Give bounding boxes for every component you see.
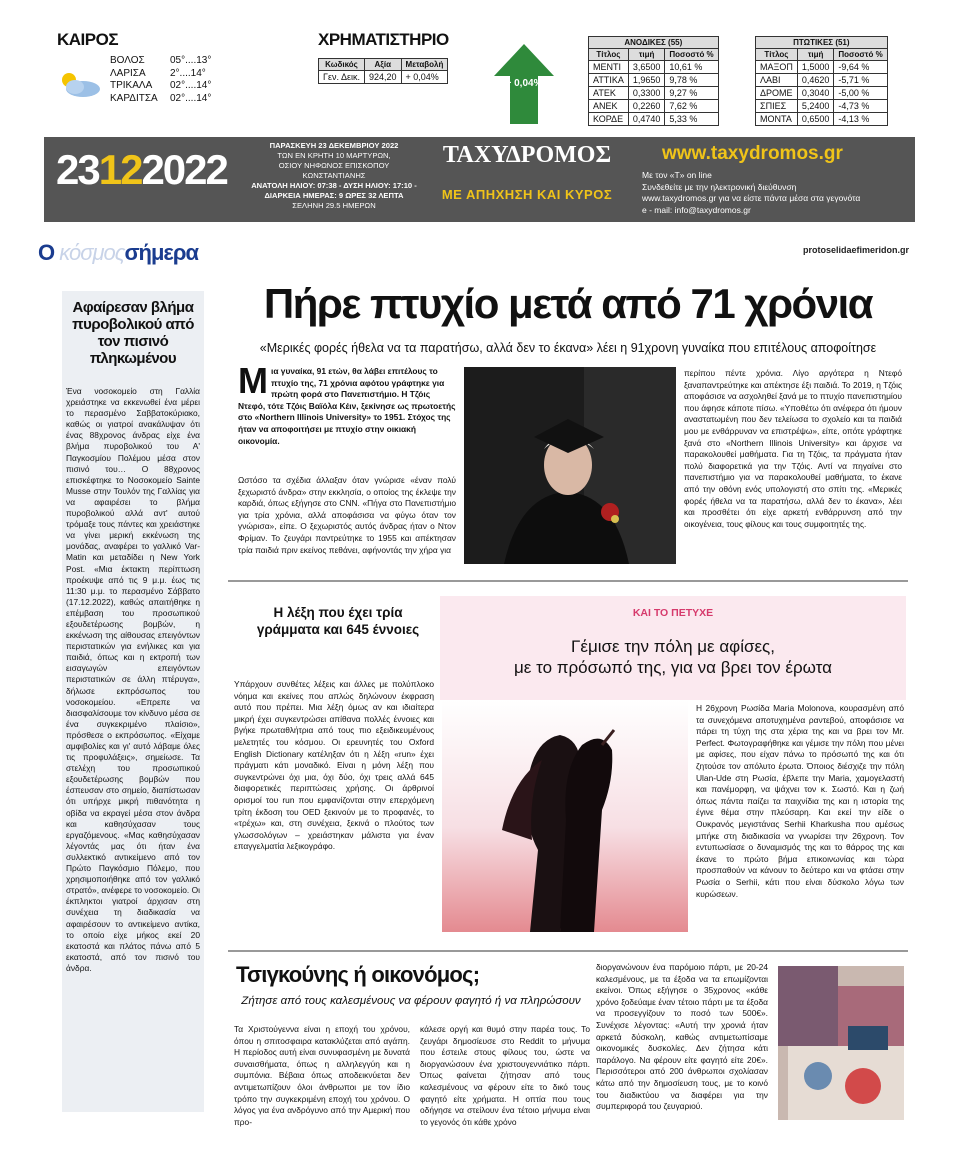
date-month: 12 bbox=[98, 146, 142, 193]
stock-row bbox=[756, 113, 888, 126]
gainers-table bbox=[588, 36, 719, 126]
stock-cell: 3,6500 bbox=[628, 61, 665, 74]
stock-cell: 0,4740 bbox=[628, 113, 665, 126]
stock-row bbox=[756, 61, 888, 74]
main-deck: «Μερικές φορές ήθελα να τα παρατήσω, αλλά δεν το έκανα» λέει η 91χρονη γυναίκα που επιτέλους αποφοίτησε bbox=[259, 341, 877, 355]
section-word: Ο bbox=[38, 240, 60, 265]
col-header: Ποσοστό % bbox=[834, 49, 887, 61]
stock-cell: -5,71 % bbox=[834, 74, 887, 87]
col-header: Τίτλος bbox=[756, 49, 798, 61]
stock-row bbox=[756, 74, 888, 87]
christmas-party-photo bbox=[778, 966, 904, 1120]
info-line: www.taxydromos.gr για να είστε πάντα μέσα στα γεγονότα bbox=[642, 193, 861, 203]
stock-cell: 0,4620 bbox=[797, 74, 834, 87]
stock-row bbox=[589, 87, 719, 100]
stock-cell: -4,13 % bbox=[834, 113, 887, 126]
stock-cell: -9,64 % bbox=[834, 61, 887, 74]
weather-row bbox=[110, 55, 211, 68]
stock-row bbox=[589, 74, 719, 87]
stock-cell: ΜΟΝΤΑ bbox=[756, 113, 798, 126]
story3-col2: κάλεσε οργή και θυμό στην παρέα τους. Το ζευγάρι δημοσίευσε στο Reddit το μήνυμα που έστειλε στους φίλους του, ώστε να διοργανώσουν ένα χριστουγεννιάτικο πάρτι. Όπως φαίνεται ζήτησαν από τους καλεσμένους να φέρουν είτε το δικό τους φαγητό είτε χρήματα. Η οπτία που τους οδήγησε να στείλουν ένα τέτοιο μήνυμα είναι το γεγονός ότι κάθε χρόνο bbox=[420, 1024, 590, 1127]
stock-cell: 0,3040 bbox=[797, 87, 834, 100]
stock-cell: 10,61 % bbox=[665, 61, 718, 74]
stock-cell: ΛΑΒΙ bbox=[756, 74, 798, 87]
index-table bbox=[318, 58, 448, 84]
word-body: Υπάρχουν συνθέτες λέξεις και άλλες με πολύπλοκο νόημα και εκείνες που απλώς δηλώνουν έκφραση αυτό που πρέπει. Μια λέξη όμως αν και ιδιαίτερα μικρή έχει συγκεντρώσει απίθανα πολλές έννοιες και βγήκε πρωταθλήτρια από τους πιο εξειδικευμένους μελετητές του κόσμου. Οι ερευνητές του Oxford English Dictionary κατέληξαν ότι η λέξη «run» έχει πράγματι κάτι μοναδικό. Είναι η μόνη λέξη που συγκεντρώνει όχι μια, όχι δύο, όχι τρεις αλλά 645 διαφορετικές περιπτώσεις χρήσης. Οι άρθρινοί ορισμοί του run που εμφανίζονται στην επερχόμενη τρίτη έκδοση του OED ξεκινούν με το προφανές, το «τρέχω» και, στη συνέχεια, ξεκινά ο πλούτος των γλωσσολόγων – χρειάστηκαν μάλιστα για έναν επαγγελματία λεξικογράφο. bbox=[234, 679, 434, 852]
section-word: σήμερα bbox=[124, 240, 198, 265]
online-info bbox=[642, 170, 860, 216]
sidebar-body: Ένα νοσοκομείο στη Γαλλία χρειάστηκε να εκκενωθεί ένα μέρει το περασμένο Σαββατοκύριακο, καθώς οι γιατροί ανακάλυψαν ότι ένας 88χρονος άνδρας είχε ένα βλήμα πυροβολικού του Α' Παγκοσμίου Πολέμου μέσα στον πισινό του… Ο 88χρονος επισκέφτηκε το Νοσοκομείο Sainte Musse στην Τουλόν της Γαλλίας για να αφαιρέσει το βλήμα πυροβολικού αλλά αντ' αυτού τρόμαξε τους πάντες και χρειάστηκε να γίνει μερική εκκένωση της μονάδας, αναφέρει το γαλλικό Var-Matin και μεταδίδει η New York Post. «Μια έκτακτη περίπτωση προέκυψε από τις 9 μ.μ. έως τις 11:30 μ.μ. το περασμένο Σάββατο (17.12.2022), καθώς απαιτήθηκε η επέμβαση του προσωπικού εξουδετέρωσης βομβών, η εκκένωση της αίθουσας επειγόντων περιστατικών για ενήλικες και για παιδιά, όπως και η εκτροπή των εισαγωγών επειγόντων περιστατικών σε άλλη πτέρυγα», δήλωσε εκπρόσωπος του νοσοκομείου. «Επρεπε να διασφαλίσουμε τον κίνδυνο μέσα σε ένα συγκεκριμένο πλαίσιο», πρόσθεσε ο εκπρόσωπος. «Είχαμε αμφιβολίες και γι' αυτό λάβαμε όλες τις προφυλάξεις», σημείωσε. Τα στελέχη του προσωπικού εξουδετέρωσης βομβών που έσπευσαν στο σημείο, διαπίστωσαν ότι υπήρχε μικρή πιθανότητα η οβίδα να εκραγεί μέσα στον άνδρα και καθησύχασαν τους εργαζόμενους. «Μας καθησύχασαν λέγοντάς μας ότι ήταν ένα συλλεκτικό αντικείμενο από τον Πρώτο Παγκόσμιο Πόλεμο, που χρησιμοποιήθηκε από τον γαλλικό στρατό», ανέφερε το νοσοκομείο. Οι έκπληκτοι γιατροί άρχισαν στη συνέχεια τη διαδικασία να αφαιρέσουν το αντικείμενο αντίκα, το οποίο είχε μήκος εκεί 20 εκατοστά και πλάτος πάνω από 5 εκατοστά, από τον πισινό του άνδρα. bbox=[66, 386, 200, 973]
stock-cell: 1,9650 bbox=[628, 74, 665, 87]
col-header: Αξία bbox=[365, 59, 402, 71]
stock-cell: ΜΕΝΤΙ bbox=[589, 61, 629, 74]
weather-list bbox=[110, 55, 211, 105]
story2-kicker: ΚΑΙ ΤΟ ΠΕΤΥΧΕ bbox=[632, 607, 714, 619]
story3-col1: Τα Χριστούγεννα είναι η εποχή του χρόνου, όπου η σπιτοσφαιρα κατακλύζεται από αγάπη. Η περίοδος αυτή είναι συνυφασμένη με δυνατά συναισθήματα, όπως η αλληλεγγύη και η συμπόνια. Βέβαια όπως αποδεικνύεται δεν αντιμετωπίζουν όλοι άνθρωποι με τον ίδιο τρόπο την συγκεκριμένη εποχή του χρόνου. Ο λόγος για ένα ανδρόγυνο από την Αμερική που προ- bbox=[234, 1024, 410, 1127]
stock-cell: ΜΑΞΟΠ bbox=[756, 61, 798, 74]
losers-title: ΠΤΩΤΙΚΕΣ (51) bbox=[756, 37, 888, 49]
temp-range: 02°....14° bbox=[170, 80, 212, 91]
col-header: Μεταβολή bbox=[401, 59, 448, 71]
weather-row bbox=[110, 93, 211, 106]
stock-cell: 5,33 % bbox=[665, 113, 718, 126]
cloudy-sun-icon bbox=[55, 70, 105, 98]
city-name: ΒΟΛΟΣ bbox=[110, 55, 145, 66]
stock-cell: 0,3300 bbox=[628, 87, 665, 100]
weather-row bbox=[110, 68, 211, 81]
story2-body: Η 26χρονη Ρωσίδα Maria Molonova, κουρασμένη από τα συνεχόμενα αποτυχημένα ραντεβού, αποφάσισε να πάρει τη τύχη της στα χέρια της και να βρει τον Mr. Perfect. Φωτογραφήθηκε και γέμισε την πόλη που μένει με αφίσες, που είχαν πάνω το πρόσωπό της και ότι ζητούσε τον απόλυτο έρωτα. Όποιος διέσχιζε την πόλη Ulan-Ude στη Ρωσία, έβλεπε την Maria, χαμογελαστή και πανέμορφη, να ψάχνει τον κ. Σωστό. Και η ζωή όπως πάντα παίζει τα παιχνίδια της και η ιστορία της έγινε θέμα στην πλεύσαρη. Και εκεί την είδε ο Ουκρανός μεγιστάνας Serhii Kharkusha που αμέσως μπήκε στη διαδικασία να γνωρίσει την 26χρονη. Τον εντυπωσίασε ο δυναμισμός της και το θάρρος της και έκανε το πρώτο βήμα επικοινωνίας και τώρα προσπαθούν να κάνουν το δεύτερο και να φτάσει στην Ρωσία ο Serhii, κάτι που είναι δύσκολο λόγω των κυρώσεων. bbox=[696, 703, 904, 899]
col-header: τιμή bbox=[628, 49, 665, 61]
section-title bbox=[38, 240, 198, 266]
day-info bbox=[248, 141, 420, 211]
temp-range: 02°....14° bbox=[170, 92, 212, 104]
moon-age: ΣΕΛΗΝΗ 29.5 ΗΜΕΡΩΝ bbox=[292, 201, 376, 210]
stock-cell: -4,73 % bbox=[834, 100, 887, 113]
divider bbox=[228, 950, 908, 952]
stock-row bbox=[756, 100, 888, 113]
stock-cell: ΚΟΡΔΕ bbox=[589, 113, 629, 126]
stock-cell: 7,62 % bbox=[665, 100, 718, 113]
index-change: + 0,04% bbox=[505, 78, 543, 89]
email-line[interactable]: e - mail: info@taxydromos.gr bbox=[642, 204, 751, 215]
index-cell: + 0,04% bbox=[401, 71, 448, 84]
stock-cell: 9,78 % bbox=[665, 74, 718, 87]
info-line: Συνδεθείτε με την ηλεκτρονική διεύθυνση bbox=[642, 181, 797, 192]
index-cell: Γεν. Δεικ. bbox=[319, 71, 365, 84]
saints-line: ΤΩΝ ΕΝ ΚΡΗΤΗ 10 ΜΑΡΤΥΡΩΝ, bbox=[277, 151, 391, 160]
stock-cell: ΑΝΕΚ bbox=[589, 100, 629, 113]
stock-cell: -5,00 % bbox=[834, 87, 887, 100]
market-title: ΧΡΗΜΑΤΙΣΤΗΡΙΟ bbox=[318, 30, 449, 49]
stock-row bbox=[589, 61, 719, 74]
temp-range: 05°....13° bbox=[170, 55, 212, 66]
stock-cell: ΔΡΟΜΕ bbox=[756, 87, 798, 100]
headline-line: Γέμισε την πόλη με αφίσες, bbox=[571, 637, 775, 656]
stock-cell: 1,5000 bbox=[797, 61, 834, 74]
story3-col3: διοργανώνουν ένα παρόμοιο πάρτι, με 20-24 καλεσμένους, με τα έξοδα να τα επωμίζονται εκείνοι. Όπως εξήγησε ο 35χρονος «κάθε χρόνο ξοδεύαμε έναν τέτοιο πάρτι με τα έξοδα να προσεγγίζουν το ποσό των 500€». Συνέχισε λέγοντας: «Αυτή την χρονιά ήταν αρκετά δύσκολη, καθώς αντιμετωπίσαμε οικονομικές δυσκολίες. Δεν ζήτησα κάτι παράλογο. Να φέρουν είτε φαγητό είτε 20€». Περισσότεροι από 200 άνθρωποι σχολίασαν κάτω από την δημοσίευση τους, με το κοινό του διαδικτύου να διαφέρει για την συμπεριφορά του ζευγαριού. bbox=[596, 962, 768, 1112]
saints-line: ΟΣΙΟΥ ΝΗΦΩΝΟΣ ΕΠΙΣΚΟΠΟΥ ΚΩΝΣΤΑΝΤΙΑΝΗΣ bbox=[278, 161, 390, 180]
main-headline: Πήρε πτυχίο μετά από 71 χρόνια bbox=[263, 280, 873, 327]
divider bbox=[228, 580, 908, 582]
weather-row bbox=[110, 80, 211, 93]
stock-cell: 0,6500 bbox=[797, 113, 834, 126]
drop-cap: Μ bbox=[238, 360, 268, 401]
city-name: ΤΡΙΚΑΛΑ bbox=[110, 80, 153, 91]
section-word: κόσμος bbox=[59, 240, 125, 265]
source-watermark: protoselidaefimeridon.gr bbox=[803, 245, 910, 255]
story3-subhead: Ζήτησε από τους καλεσμένους να φέρουν φαγητό ή να πληρώσουν bbox=[241, 995, 581, 1007]
gainers-title: ΑΝΟΔΙΚΕΣ (55) bbox=[589, 37, 719, 49]
col-header: Κωδικός bbox=[319, 59, 365, 71]
col-header: Τίτλος bbox=[589, 49, 629, 61]
stock-cell: ΑΤΕΚ bbox=[589, 87, 629, 100]
sun-times: ΑΝΑΤΟΛΗ ΗΛΙΟΥ: 07:38 - ΔΥΣΗ ΗΛΙΟΥ: 17:10 - bbox=[251, 181, 417, 190]
date-year: 2022 bbox=[141, 146, 227, 193]
newspaper-slogan: ΜΕ ΑΠΗΧΗΣΗ ΚΑΙ ΚΥΡΟΣ bbox=[441, 187, 613, 202]
lead-text: ια γυναίκα, 91 ετών, θα λάβει επιτέλους το πτυχίο της, 71 χρόνια αφότου γράφτηκε για πρώτη φορά στο Πανεπιστήμιο. Η Τζόις Ντεφό, τότε Τζόις Βαϊόλα Κέιν, ξεκίνησε ως πρωτοετής στο «Northern Illinois University» το 1951. Στόχος της ήταν να αποφοιτήσει με πτυχίο στην οικιακή οικονομία. bbox=[238, 366, 456, 446]
stock-row bbox=[589, 113, 719, 126]
city-name: ΚΑΡΔΙΤΣΑ bbox=[110, 92, 158, 104]
graduate-photo bbox=[464, 367, 676, 564]
story2-headline bbox=[440, 636, 906, 678]
date-day: 23 bbox=[56, 146, 99, 193]
newspaper-name: ΤΑΧΥΔΡΟΜΟΣ bbox=[442, 142, 612, 168]
word-headline: Η λέξη που έχει τρία γράμματα και 645 έννοιες bbox=[256, 605, 420, 637]
day-title: ΠΑΡΑΣΚΕΥΗ 23 ΔΕΚΕΜΒΡΙΟΥ 2022 bbox=[269, 141, 399, 150]
city-name: ΛΑΡΙΣΑ bbox=[110, 67, 146, 79]
info-line: Με τον «Τ» on line bbox=[642, 170, 712, 180]
day-length: ΔΙΑΡΚΕΙΑ ΗΜΕΡΑΣ: 9 ΩΡΕΣ 32 ΛΕΠΤΑ bbox=[264, 191, 404, 200]
stock-row bbox=[756, 87, 888, 100]
headline-line: με το πρόσωπό της, για να βρει τον έρωτα bbox=[514, 658, 832, 677]
stock-row bbox=[589, 100, 719, 113]
story1-lead bbox=[238, 360, 456, 447]
stock-cell: 0,2260 bbox=[628, 100, 665, 113]
weather-title: ΚΑΙΡΟΣ bbox=[57, 30, 119, 49]
story3-headline: Τσιγκούνης ή οικονόμος; bbox=[236, 962, 480, 987]
website-link[interactable]: www.taxydromos.gr bbox=[662, 143, 843, 164]
index-cell: 924,20 bbox=[365, 71, 402, 84]
temp-range: 2°....14° bbox=[170, 67, 206, 79]
stock-cell: ΑΤΤΙΚΑ bbox=[589, 74, 629, 87]
big-date bbox=[56, 146, 227, 194]
col-header: τιμή bbox=[797, 49, 834, 61]
sidebar-headline: Αφαίρεσαν βλήμα πυροβολικού από τον πισινό πληκωμένου bbox=[72, 299, 194, 367]
stock-cell: 5,2400 bbox=[797, 100, 834, 113]
story1-col3: περίπου πέντε χρόνια. Λίγο αργότερα η Ντεφό ξαναπαντρεύτηκε και απέκτησε έξι παιδιά. Το 2019, η Τζόις αποφάσισε να ασχοληθεί ξανά με το πτυχίο πανεπιστημίου που άφησε κάποτε πίσω. «Υποθέτω ότι ανέφερα ότι ήμουν αναστατωμένη που δεν τελείωσα το σχολείο και τα παιδιά μου με ενθάρρυναν να επιστρέψω», είπε, οπότε γράφτηκε ξανά στο «Northern Illinois University» και άρχισε να παρακολουθεί μαθήματα. Για τη Τζόις, τα πράγματα ήταν πολύ διαφορετικά για την Τζόις. Αντί να πηγαίνει στο πανεπιστήμιο για να παρακολουθεί μαθήματα, το έκανε από την οθόνη ενός υπολογιστή στο σπίτι της. «Μερικές φορές ήθελα να τα παρατήσω, αλλά δεν το έκανα», λέει και προσθέτει ότι είχε αρκετή ενθάρρυνση από την οικογένεια, τους φίλους και τους συμφοιτητές της. bbox=[684, 368, 902, 529]
stock-cell: ΣΠΙΕΣ bbox=[756, 100, 798, 113]
story1-col1: Ωστόσο τα σχέδια άλλαξαν όταν γνώρισε «έναν πολύ ξεχωριστό άνδρα» στην εκκλησία, ο οποίος της έκλεψε την καρδιά, όπως εξήγησε στο CNN. «Πήγα στο Πανεπιστήμιο για τρία χρόνια, αλλά αποφάσισα να φύγω όταν τον γνώρισα», είπε. Ο ξεχωριστός αυτός άνδρας ήταν ο Ντον Φρίμαν. Το ζευγάρι παντρεύτηκε το 1955 και απέκτησαν τρία παιδιά πριν εκείνος πεθάνει, αφήνοντάς την χήρα για bbox=[238, 475, 456, 555]
stock-cell: 9,27 % bbox=[665, 87, 718, 100]
col-header: Ποσοστό % bbox=[665, 49, 718, 61]
losers-table bbox=[755, 36, 888, 126]
couple-silhouette-photo bbox=[442, 700, 688, 932]
